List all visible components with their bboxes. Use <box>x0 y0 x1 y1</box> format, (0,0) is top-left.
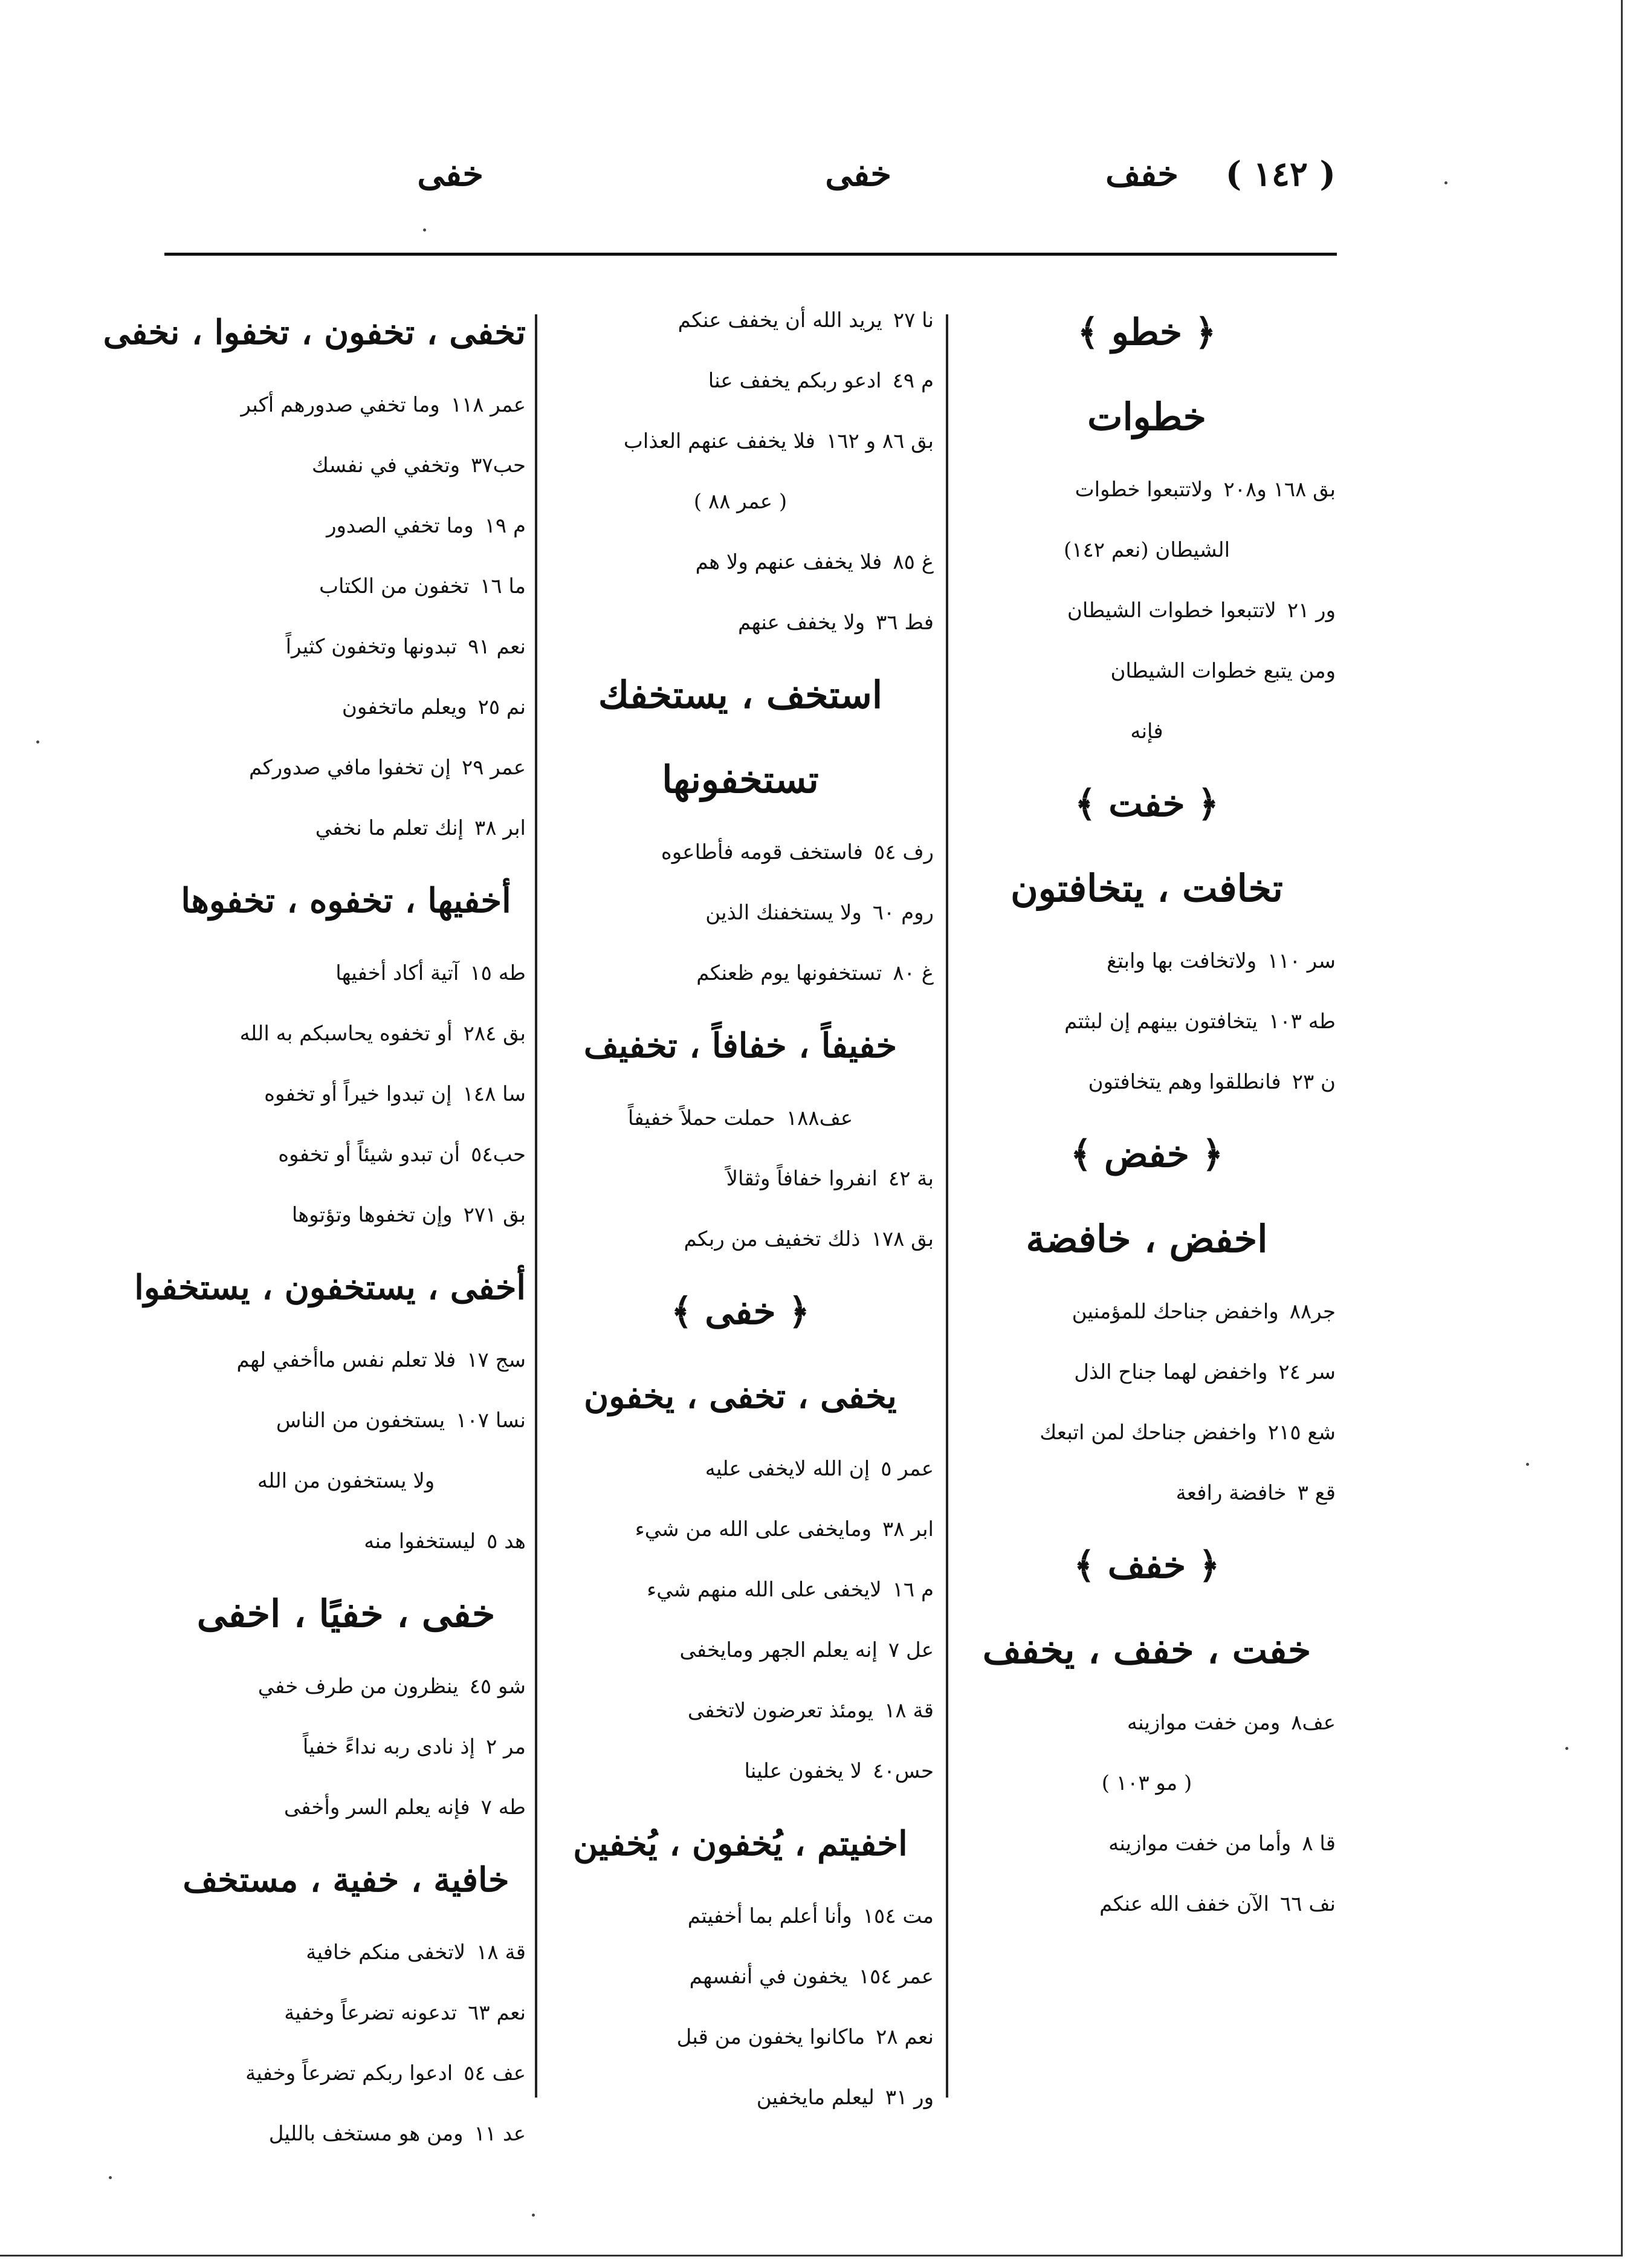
root-heading: ﴿ خفف ﴾ <box>1073 1544 1220 1587</box>
verse-reference: نعم ٦٣ <box>468 2001 526 2025</box>
verse-text: ليستخفوا منه <box>364 1529 476 1554</box>
verse-reference: نعم ٢٨ <box>876 2025 934 2049</box>
citation-line <box>547 1149 934 1209</box>
citation-line <box>958 580 1336 641</box>
verse-text: وما تخفي صدورهم أكبر <box>241 393 440 417</box>
verse-text: ولا يخفف عنهم <box>738 611 865 635</box>
scan-edge-right <box>1621 0 1623 2255</box>
verse-reference: عف ٥٤ <box>464 2061 526 2085</box>
verse-text: أو تخفوه يحاسبكم به الله <box>239 1022 453 1046</box>
citation-line <box>547 1741 934 1801</box>
entry-heading: خفت ، خفف ، يخفف <box>982 1628 1311 1672</box>
verse-text: واخفض جناحك لمن اتبعك <box>1040 1421 1257 1445</box>
verse-reference: طه ٧ <box>480 1795 526 1819</box>
verse-reference: عمر ١١٨ <box>450 393 526 417</box>
citation-line <box>958 1052 1336 1112</box>
scan-speck <box>36 740 39 744</box>
verse-text: انفروا خفافاً وثقالاً <box>726 1167 878 1191</box>
citation-line <box>958 931 1336 991</box>
verse-text: ومن يتبع خطوات الشيطان <box>1110 659 1336 683</box>
verse-text: ومن خفت موازينه <box>1127 1711 1281 1735</box>
verse-reference: بق ١٦٨ و٢٠٨ <box>1223 478 1336 502</box>
verse-reference: حب٣٧ <box>471 453 526 478</box>
citation-line <box>958 1402 1336 1463</box>
citation-line <box>547 1946 934 2007</box>
citation-line <box>166 1003 526 1064</box>
verse-reference: مت ١٥٤ <box>862 1904 934 1928</box>
verse-text: الآن خفف الله عنكم <box>1099 1892 1269 1916</box>
verse-text: آتية أكاد أخفيها <box>335 961 459 985</box>
column-right <box>958 290 1336 1934</box>
verse-reference: حس٤٠ <box>873 1759 934 1783</box>
verse-reference: نا ٢٧ <box>893 308 934 332</box>
verse-text: ( مو ١٠٣ ) <box>1101 1771 1192 1795</box>
verse-reference: حب٥٤ <box>471 1142 526 1167</box>
citation-line <box>958 1342 1336 1402</box>
citation-line <box>547 1620 934 1680</box>
verse-reference: بة ٤٢ <box>888 1167 934 1191</box>
verse-reference: غ ٨٠ <box>893 961 934 985</box>
citation-line <box>547 290 934 351</box>
verse-text: ويعلم ماتخفون <box>341 695 467 719</box>
citation-line <box>166 1777 526 1838</box>
root-heading: ﴿ خفت ﴾ <box>1075 783 1219 825</box>
verse-reference: مر ٢ <box>485 1735 526 1759</box>
entry-heading: تخفى ، تخفون ، تخفوا ، نخفى <box>103 313 526 352</box>
citation-line <box>166 2043 526 2104</box>
citation-line <box>547 351 934 411</box>
citation-line <box>166 1511 526 1572</box>
citation-line <box>547 1886 934 1946</box>
verse-text: إن تبدوا خيراً أو تخفوه <box>264 1082 452 1106</box>
verse-text: لاتتبعوا خطوات الشيطان <box>1067 598 1276 623</box>
entry-heading: أخفى ، يستخفون ، يستخفوا <box>134 1268 526 1307</box>
citation-line <box>166 1064 526 1124</box>
citation-line <box>958 1813 1336 1874</box>
verse-reference: بق ٨٦ و ١٦٢ <box>826 429 934 453</box>
column-divider <box>946 314 948 2098</box>
verse-text: فلا تعلم نفس ماأخفي لهم <box>236 1348 456 1372</box>
verse-text: وإن تخفوها وتؤتوها <box>291 1203 453 1227</box>
citation-line <box>547 822 934 883</box>
verse-text: إنه يعلم الجهر ومايخفى <box>679 1638 878 1662</box>
entry-heading: اخفيتم ، يُخفون ، يُخفين <box>573 1824 908 1864</box>
citation-line <box>547 592 934 653</box>
entry-heading: استخف ، يستخفك <box>598 673 883 717</box>
verse-reference: عل ٧ <box>888 1638 934 1662</box>
verse-reference: روم ٦٠ <box>872 901 934 925</box>
verse-reference: بق ٢٨٤ <box>463 1022 526 1046</box>
verse-text: يومئذ تعرضون لاتخفى <box>687 1699 874 1723</box>
verse-text: ولاتتبعوا خطوات <box>1075 478 1213 502</box>
verse-text: تخفون من الكتاب <box>319 574 470 598</box>
verse-text: حملت حملاً خفيفاً <box>627 1106 775 1130</box>
verse-reference: فط ٣٦ <box>876 611 934 635</box>
verse-reference: عمر ٢٩ <box>461 756 526 780</box>
verse-reference: م ١٦ <box>892 1578 934 1602</box>
verse-text: ( عمر ٨٨ ) <box>693 490 787 514</box>
verse-reference: نسا ١٠٧ <box>456 1408 526 1433</box>
citation-line <box>166 1717 526 1777</box>
verse-text: لايخفى على الله منهم شيء <box>647 1578 882 1602</box>
verse-reference: نم ٢٥ <box>477 695 526 719</box>
citation-line <box>958 1463 1336 1523</box>
verse-reference: طه ١٥ <box>470 961 526 985</box>
citation-line <box>166 617 526 677</box>
verse-reference: بق ١٧٨ <box>871 1227 934 1251</box>
root-heading: ﴿ خفض ﴾ <box>1070 1133 1224 1176</box>
verse-text: ومن هو مستخف بالليل <box>268 2122 464 2146</box>
verse-reference: عمر ٥ <box>881 1457 934 1481</box>
verse-reference: م ٤٩ <box>892 369 934 393</box>
citation-line <box>166 1124 526 1185</box>
verse-reference: قة ١٨ <box>476 1940 526 1965</box>
verse-reference: ور ٣١ <box>885 2085 934 2110</box>
scan-speck <box>109 2176 112 2179</box>
verse-text: ليعلم مايخفين <box>756 2085 875 2110</box>
citation-line <box>547 1088 934 1149</box>
verse-reference: رف ٥٤ <box>873 840 934 864</box>
scan-speck <box>1565 1747 1568 1750</box>
citation-line <box>547 1499 934 1560</box>
citation-line <box>166 1451 526 1511</box>
verse-text: وأما من خفت موازينه <box>1108 1832 1292 1856</box>
verse-reference: ابر ٣٨ <box>882 1517 934 1541</box>
verse-text: وما تخفي الصدور <box>326 514 474 538</box>
verse-reference: سر ١١٠ <box>1267 949 1336 973</box>
verse-reference: هد ٥ <box>487 1529 526 1554</box>
verse-text: ذلك تخفيف من ربكم <box>684 1227 861 1251</box>
citation-line <box>958 1753 1336 1813</box>
verse-text: ادعو ربكم يخفف عنا <box>708 369 882 393</box>
citation-line <box>166 375 526 435</box>
verse-reference: جر٨٨ <box>1289 1300 1336 1324</box>
verse-text: واخفض جناحك للمؤمنين <box>1072 1300 1279 1324</box>
verse-text: فلا يخفف عنهم العذاب <box>623 429 815 453</box>
verse-reference: نف ٦٦ <box>1280 1892 1336 1916</box>
citation-line <box>958 459 1336 520</box>
root-heading: ﴿ خطو ﴾ <box>1077 311 1217 354</box>
scan-speck <box>1444 181 1447 184</box>
verse-reference: سج ١٧ <box>467 1348 526 1372</box>
verse-reference: غ ٨٥ <box>893 550 934 574</box>
verse-text: ولا يستخفنك الذين <box>705 901 862 925</box>
verse-reference: شو ٤٥ <box>469 1674 526 1699</box>
citation-line <box>547 883 934 943</box>
entry-heading: خطوات <box>1087 395 1206 439</box>
citation-line <box>547 1560 934 1620</box>
citation-line <box>958 991 1336 1052</box>
guide-word: خفى <box>825 154 891 194</box>
citation-line <box>166 1922 526 1983</box>
verse-text: واخفض لهما جناح الذل <box>1074 1360 1268 1384</box>
citation-line <box>166 2104 526 2164</box>
verse-text: وتخفي في نفسك <box>311 453 461 478</box>
verse-text: فاستخف قومه فأطاعوه <box>661 840 863 864</box>
verse-text: تستخفونها يوم ظعنكم <box>696 961 882 985</box>
verse-text: الشيطان (نعم ١٤٢) <box>1063 538 1230 562</box>
citation-line <box>958 1693 1336 1753</box>
scan-edge-bottom <box>0 2255 1623 2257</box>
root-heading: ﴿ خفى ﴾ <box>671 1291 810 1333</box>
verse-text: فلا يخفف عنهم ولا هم <box>695 550 882 574</box>
citation-line <box>166 737 526 798</box>
guide-word: خفى <box>417 154 483 194</box>
entry-heading: أخفيها ، تخفوه ، تخفوها <box>181 881 511 921</box>
citation-line <box>958 701 1336 762</box>
entry-heading: تستخفونها <box>662 757 819 802</box>
citation-line <box>547 411 934 471</box>
verse-text: تبدونها وتخفون كثيراً <box>285 635 458 659</box>
scan-speck <box>532 2214 535 2217</box>
citation-line <box>958 520 1336 580</box>
verse-text: يتخافتون بينهم إن لبثتم <box>1064 1009 1258 1034</box>
verse-reference: ور ٢١ <box>1287 598 1336 623</box>
citation-line <box>547 1680 934 1741</box>
verse-reference: م ١٩ <box>484 514 526 538</box>
citation-line <box>547 2067 934 2128</box>
citation-line <box>166 435 526 496</box>
citation-line <box>166 1983 526 2043</box>
verse-reference: عف٨ <box>1291 1711 1336 1735</box>
citation-line <box>547 1209 934 1269</box>
citation-line <box>547 2007 934 2067</box>
citation-line <box>958 1281 1336 1342</box>
verse-reference: سا ١٤٨ <box>462 1082 526 1106</box>
column-left <box>103 290 526 2164</box>
verse-reference: ابر ٣٨ <box>474 816 526 840</box>
verse-text: إن الله لايخفى عليه <box>705 1457 870 1481</box>
verse-reference: قع ٣ <box>1297 1481 1336 1505</box>
verse-text: إنك تعلم ما نخفي <box>315 816 464 840</box>
citation-line <box>166 496 526 556</box>
verse-reference: سر ٢٤ <box>1278 1360 1336 1384</box>
guide-word: خفف <box>1105 154 1179 194</box>
verse-text: أن تبدو شيئاً أو تخفوه <box>278 1142 461 1167</box>
verse-text: لا يخفون علينا <box>744 1759 862 1783</box>
citation-line <box>166 677 526 737</box>
citation-line <box>547 532 934 592</box>
verse-text: إن تخفوا مافي صدوركم <box>248 756 451 780</box>
page-number: ( ١٤٢ ) <box>1225 154 1336 194</box>
verse-reference: عمر ١٥٤ <box>858 1965 934 1989</box>
citation-line <box>166 798 526 858</box>
citation-line <box>547 943 934 1003</box>
verse-reference: قة ١٨ <box>884 1699 934 1723</box>
entry-heading: تخافت ، يتخافتون <box>1011 866 1283 910</box>
verse-reference: عد ١١ <box>474 2122 526 2146</box>
verse-reference: ما ١٦ <box>480 574 526 598</box>
verse-text: ولا يستخفون من الله <box>257 1469 435 1493</box>
verse-text: فإنه يعلم السر وأخفى <box>283 1795 470 1819</box>
citation-line <box>958 1874 1336 1934</box>
verse-text: ادعوا ربكم تضرعاً وخفية <box>245 2061 453 2085</box>
header-rule <box>164 253 1337 256</box>
verse-reference: نعم ٩١ <box>468 635 526 659</box>
verse-reference: عف١٨٨ <box>786 1106 853 1130</box>
citation-line <box>166 1330 526 1390</box>
entry-heading: خفيفاً ، خفافاً ، تخفيف <box>583 1026 897 1066</box>
citation-line <box>166 1656 526 1717</box>
citation-line <box>547 1439 934 1499</box>
verse-text: إذ نادى ربه نداءً خفياً <box>302 1735 475 1759</box>
entry-heading: اخفض ، خافضة <box>1026 1217 1268 1261</box>
verse-text: ولاتخافت بها وابتغ <box>1107 949 1257 973</box>
verse-text: يخفون في أنفسهم <box>689 1965 848 1989</box>
column-middle <box>547 290 934 2128</box>
entry-heading: يخفى ، تخفى ، يخفون <box>584 1376 897 1416</box>
verse-text: يريد الله أن يخفف عنكم <box>677 308 882 332</box>
page-header <box>157 154 1336 215</box>
verse-text: ماكانوا يخفون من قبل <box>676 2025 865 2049</box>
scan-speck <box>423 228 426 232</box>
verse-text: ومايخفى على الله من شيء <box>635 1517 871 1541</box>
verse-text: فإنه <box>1130 719 1163 744</box>
citation-line <box>166 1185 526 1245</box>
verse-reference: قا ٨ <box>1302 1832 1336 1856</box>
column-divider <box>535 314 537 2098</box>
verse-reference: شع ٢١٥ <box>1267 1421 1336 1445</box>
verse-text: ينظرون من طرف خفي <box>257 1674 459 1699</box>
verse-reference: طه ١٠٣ <box>1269 1009 1336 1034</box>
verse-reference: بق ٢٧١ <box>463 1203 526 1227</box>
verse-text: يستخفون من الناس <box>276 1408 445 1433</box>
citation-line <box>547 471 934 532</box>
verse-text: وأنا أعلم بما أخفيتم <box>687 1904 852 1928</box>
entry-heading: خفى ، خفيًا ، اخفى <box>196 1592 496 1636</box>
citation-line <box>166 943 526 1003</box>
verse-reference: ن ٢٣ <box>1292 1070 1336 1094</box>
entry-heading: خافية ، خفية ، مستخف <box>183 1860 509 1900</box>
scan-speck <box>1526 1463 1529 1466</box>
verse-text: لاتخفى منكم خافية <box>306 1940 466 1965</box>
verse-text: خافضة رافعة <box>1175 1481 1287 1505</box>
citation-line <box>166 1390 526 1451</box>
verse-text: فانطلقوا وهم يتخافتون <box>1088 1070 1281 1094</box>
citation-line <box>958 641 1336 701</box>
citation-line <box>166 556 526 617</box>
verse-text: تدعونه تضرعاً وخفية <box>284 2001 458 2025</box>
